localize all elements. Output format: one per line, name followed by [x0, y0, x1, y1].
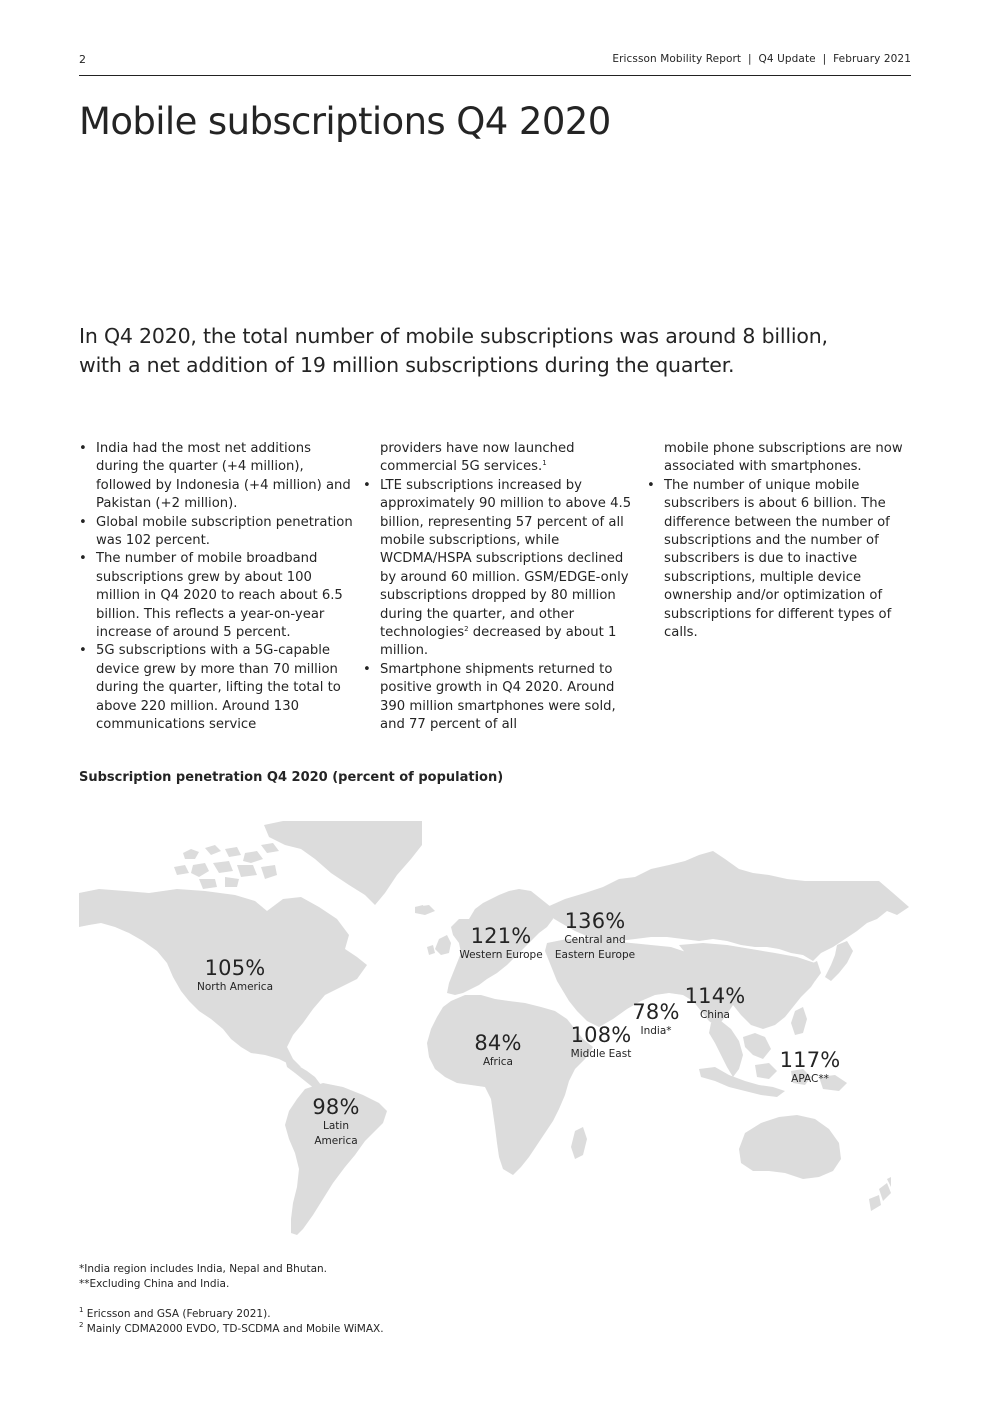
region-label: Central and	[564, 934, 626, 946]
central-america	[285, 1059, 321, 1089]
list-item: • Smartphone shipments returned to positive growth in Q4 2020. Around 390 million smartphones were sold, and 77 percent of all	[363, 661, 638, 735]
region-label: Africa	[483, 1056, 513, 1068]
list-item-continuation	[363, 440, 638, 477]
map-label-apac	[750, 1048, 870, 1087]
footnotes	[79, 1262, 384, 1337]
value-label: 78%	[632, 1000, 680, 1024]
footnote-ref: 2	[464, 625, 469, 634]
list-item-text: providers have now launched commercial 5G services.	[380, 441, 575, 475]
value-label: 121%	[470, 924, 532, 948]
list-item: • Global mobile subscription penetration was 102 percent.	[79, 514, 354, 551]
value-label: 105%	[204, 956, 266, 980]
map-title: Subscription penetration Q4 2020 (percent of population)	[79, 770, 504, 785]
footnote-india: *India region includes India, Nepal and Bhutan.	[79, 1263, 328, 1275]
map-label-central-eastern-europe	[535, 909, 655, 963]
new-zealand	[869, 1177, 891, 1211]
page-title: Mobile subscriptions Q4 2020	[79, 100, 611, 143]
africa-land	[427, 995, 593, 1175]
value-label: 136%	[564, 909, 626, 933]
value-label: 98%	[312, 1095, 360, 1119]
text-column-3	[647, 440, 922, 642]
region-label: India*	[640, 1025, 672, 1037]
map-label-north-america	[175, 956, 295, 995]
footnote-mark: 1	[79, 1306, 84, 1314]
region-label: China	[700, 1009, 730, 1021]
footnote-1	[79, 1307, 384, 1322]
world-map	[79, 815, 913, 1241]
list-item: • The number of mobile broadband subscriptions grew by about 100 million in Q4 2020 to reach about 6.5 billion. This reflects a year-on-year increase of around 5 percent.	[79, 550, 354, 642]
australia	[739, 1115, 841, 1179]
region-label: Western Europe	[459, 949, 543, 961]
page-header	[79, 52, 911, 76]
land-masses	[79, 821, 909, 1235]
region-label: America	[314, 1135, 358, 1147]
map-label-africa	[438, 1031, 558, 1070]
value-label: 117%	[779, 1048, 841, 1072]
value-label: 108%	[570, 1023, 632, 1047]
footnote-text: Ericsson and GSA (February 2021).	[83, 1308, 271, 1320]
list-item-text: LTE subscriptions increased by approximately 90 million to above 4.5 billion, representing 57 percent of all mobile subscriptions, while WCDMA/HSPA subscriptions declined by around 60 million. GSM/EDGE-only subscriptions dropped by 80 million during the quarter, and other technologies	[380, 477, 632, 641]
footnote-ref: 1	[542, 459, 547, 468]
footnote-2	[79, 1322, 384, 1337]
list-item: • India had the most net additions during the quarter (+4 million), followed by Indonesia (+4 million) and Pakistan (+2 million).	[79, 440, 354, 514]
madagascar	[571, 1127, 587, 1159]
philippines	[791, 1007, 807, 1035]
region-label: APAC**	[791, 1073, 829, 1085]
region-label: Eastern Europe	[554, 949, 636, 961]
region-label: North America	[196, 981, 274, 993]
list-item: • 5G subscriptions with a 5G-capable device grew by more than 70 million during the quarter, lifting the total to above 220 million. Around 130 communications service	[79, 642, 354, 734]
footnote-excluding: **Excluding China and India.	[79, 1278, 230, 1290]
intro-paragraph: In Q4 2020, the total number of mobile subscriptions was around 8 billion, with a net addition of 19 million subscriptions during the quarter.	[79, 324, 828, 377]
value-label: 84%	[474, 1031, 522, 1055]
footnote-text: Mainly CDMA2000 EVDO, TD-SCDMA and Mobile WiMAX.	[83, 1323, 384, 1335]
map-label-china	[655, 984, 775, 1023]
value-label: 114%	[684, 984, 746, 1008]
region-label: Latin	[323, 1120, 349, 1132]
region-label: Middle East	[570, 1048, 632, 1060]
page-number: 2	[79, 53, 86, 66]
map-label-latin-america	[276, 1095, 396, 1149]
list-item-continuation: mobile phone subscriptions are now associated with smartphones.	[664, 441, 903, 475]
text-column-2	[363, 440, 638, 735]
list-item-text: decreased by about 1 million.	[380, 625, 617, 659]
list-item	[363, 477, 638, 661]
report-info: Ericsson Mobility Report | Q4 Update | February 2021	[612, 53, 911, 65]
arctic-islands	[174, 843, 279, 889]
footnote-mark: 2	[79, 1321, 84, 1329]
list-item: • The number of unique mobile subscribers is about 6 billion. The difference between the number of subscriptions and the number of subscribers is due to inactive subscriptions, multiple device ownership and/or optimization of subscriptions for different types of calls.	[647, 477, 922, 643]
text-column-1	[79, 440, 354, 735]
greenland	[264, 821, 422, 905]
